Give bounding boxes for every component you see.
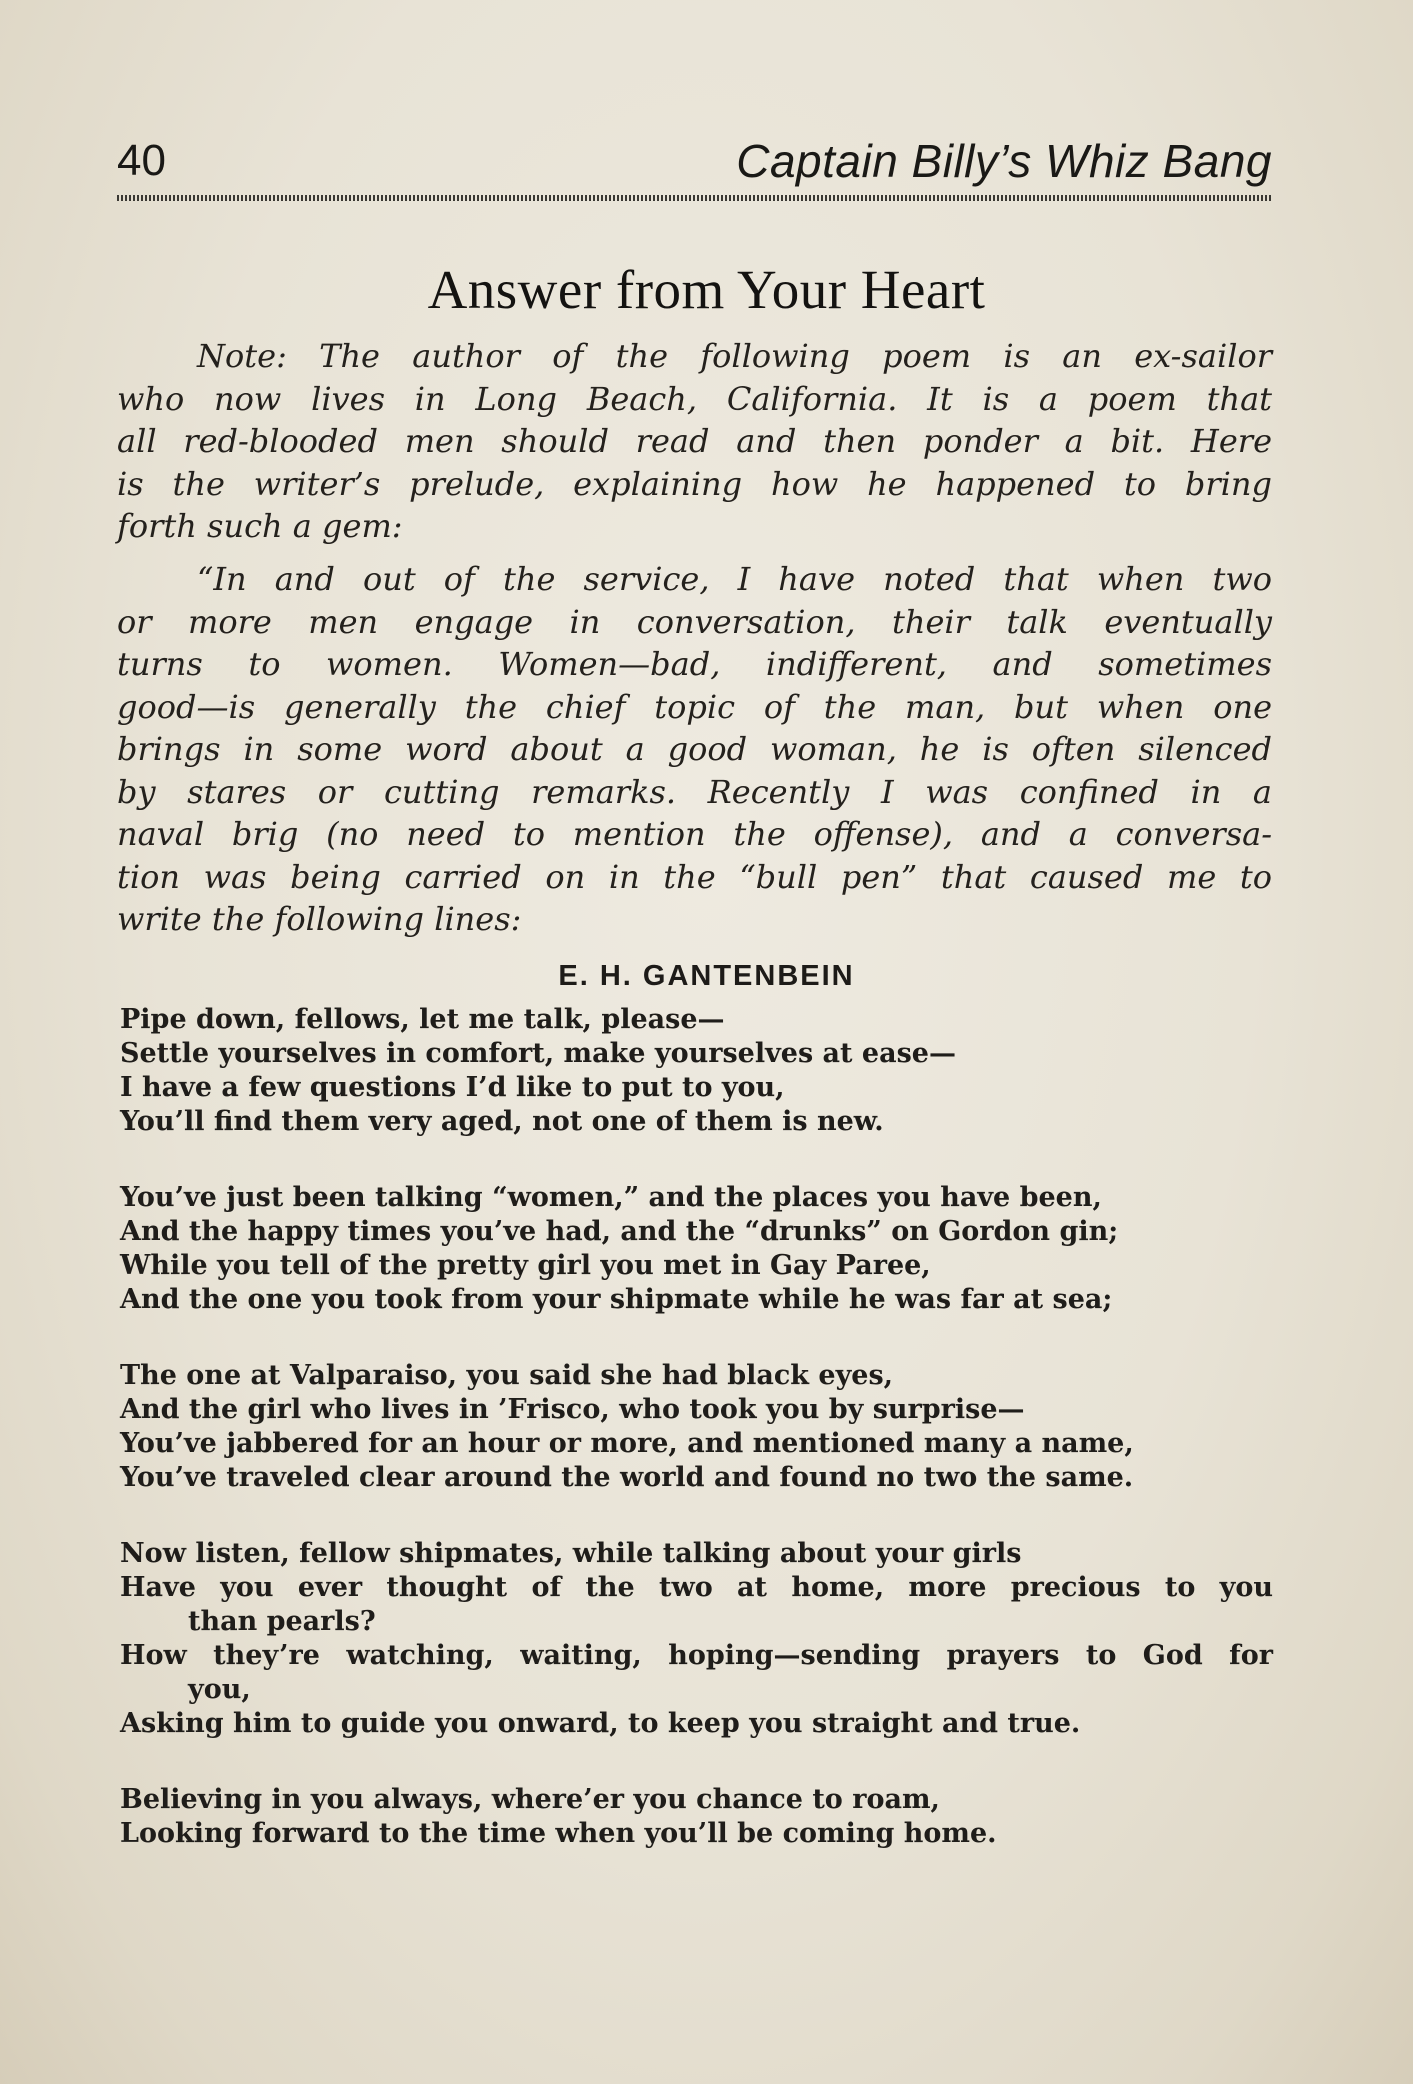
stanza: [120, 1003, 1273, 1139]
stanza: [120, 1537, 1273, 1741]
poem-line: Pipe down, fellows, let me talk, please—: [120, 1004, 725, 1035]
poem-line: Asking him to guide you onward, to keep you straight and true.: [120, 1708, 1081, 1739]
poem-line: And the girl who lives in ’Frisco, who took you by surprise—: [120, 1394, 1025, 1425]
note-line: who now lives in Long Beach, California. It is a poem that: [117, 379, 1272, 418]
page-number: 40: [117, 136, 166, 185]
poem-line: How they’re watching, waiting, hoping—sending prayers to God for: [120, 1640, 1273, 1671]
poem-author: E. H. GANTENBEIN: [558, 960, 855, 992]
poem-line: And the happy times you’ve had, and the “drunks” on Gordon gin;: [120, 1216, 1119, 1247]
poem-line: The one at Valparaiso, you said she had black eyes,: [120, 1360, 894, 1391]
poem: [120, 1003, 1273, 1893]
poem-line-continuation: than pearls?: [188, 1606, 376, 1637]
poem-line: You’ve traveled clear around the world and found no two the same.: [120, 1462, 1134, 1493]
prelude-line: naval brig (no need to mention the offense), and a conversa-: [117, 815, 1272, 853]
poem-line: And the one you took from your shipmate while he was far at sea;: [120, 1284, 1113, 1315]
prelude-line: tion was being carried on in the “bull pen” that caused me to: [117, 857, 1272, 896]
note-line: forth such a gem:: [117, 507, 403, 545]
poem-line: You’ve jabbered for an hour or more, and mentioned many a name,: [120, 1428, 1134, 1459]
poem-line: You’ll find them very aged, not one of them is new.: [120, 1106, 884, 1137]
poem-line: Looking forward to the time when you’ll be coming home.: [120, 1818, 997, 1849]
poem-line: I have a few questions I’d like to put to you,: [120, 1072, 785, 1103]
note-line: is the writer’s prelude, explaining how he happened to bring: [117, 464, 1272, 503]
note-line: Note: The author of the following poem is an ex-sailor: [197, 337, 1272, 375]
stanza: [120, 1359, 1273, 1495]
prelude-line: brings in some word about a good woman, he is often silenced: [117, 730, 1272, 768]
prelude-line: by stares or cutting remarks. Recently I was confined in a: [117, 772, 1272, 811]
page-header: [117, 130, 1272, 198]
header-rule: [117, 195, 1272, 201]
poem-line: Have you ever thought of the two at home, more precious to you: [120, 1572, 1273, 1603]
poem-line: While you tell of the pretty girl you met in Gay Paree,: [120, 1250, 931, 1281]
prelude-line: good—is generally the chief topic of the man, but when one: [117, 687, 1272, 726]
stanza: [120, 1181, 1273, 1317]
prelude-line: or more men engage in conversation, their talk eventually: [117, 602, 1272, 641]
note-line: all red-blooded men should read and then ponder a bit. Here: [117, 422, 1272, 460]
writer-prelude: [117, 558, 1272, 941]
prelude-line: “In and out of the service, I have noted that when two: [197, 560, 1272, 598]
editor-note: [117, 335, 1272, 548]
poem-line-continuation: you,: [188, 1674, 251, 1705]
poem-line: Now listen, fellow shipmates, while talking about your girls: [120, 1538, 1022, 1569]
running-title: Captain Billy’s Whiz Bang: [736, 135, 1272, 187]
poem-line: Believing in you always, where’er you chance to roam,: [120, 1784, 940, 1815]
prelude-line: turns to women. Women—bad, indifferent, and sometimes: [117, 645, 1272, 683]
stanza: [120, 1783, 1273, 1851]
poem-line: You’ve just been talking “women,” and the places you have been,: [120, 1182, 1102, 1213]
prelude-line: write the following lines:: [117, 900, 522, 938]
poem-line: Settle yourselves in comfort, make yourselves at ease—: [120, 1038, 956, 1069]
article-title: Answer from Your Heart: [427, 259, 986, 320]
